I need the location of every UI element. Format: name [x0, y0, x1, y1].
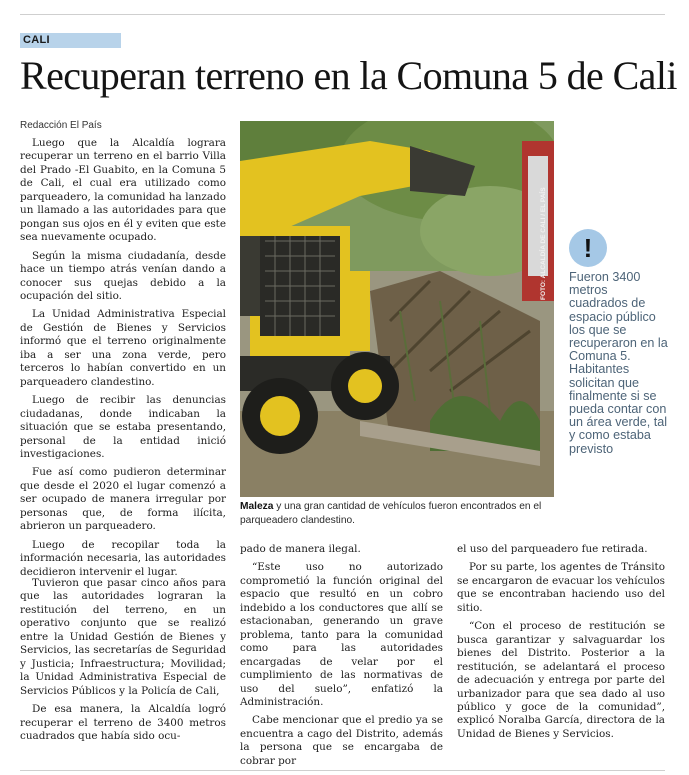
article-column-3 — [457, 543, 665, 746]
paragraph: Por su parte, los agentes de Tránsito se encargaron de evacuar los vehículos que se encontraban haciendo uso del sitio. — [457, 561, 665, 614]
paragraph: Luego de recibir las denuncias ciudadanas, donde indicaban la situación que se estaba presentando, personal de la entidad inició investigaciones. — [20, 394, 226, 460]
paragraph: Luego de recopilar toda la información necesaria, las autoridades decidieron intervenir el lugar. — [20, 538, 226, 578]
paragraph: La Unidad Administrativa Especial de Gestión de Bienes y Servicios informó que el terreno originalmente iba a ser una zona verde, pero terceros lo habían convertido en un parqueadero clandestino. — [20, 308, 226, 388]
article-photo — [240, 121, 554, 497]
exclamation-icon: ! — [569, 229, 607, 267]
article-column-1-bottom — [20, 577, 226, 748]
byline: Redacción El País — [20, 120, 102, 131]
paragraph: De esa manera, la Alcaldía logró recuperar el terreno de 3400 metros cuadrados que había sido ocu- — [20, 703, 226, 742]
article-column-2 — [240, 543, 443, 773]
paragraph: Según la misma ciudadanía, desde hace un tiempo atrás venían dando a conocer sus quejas debido a la ocupación del sitio. — [20, 249, 226, 302]
top-rule — [20, 14, 665, 15]
article-column-1-top — [20, 137, 226, 584]
paragraph: Tuvieron que pasar cinco años para que las autoridades lograran la restitución del terreno, en un operativo conjunto que se realizó entre la Unidad Gestión de Bienes y Servicios, las secretarías de Seguridad y Justicia; Infraestructura; Movilidad; la Unidad Administrativa Especial de Servicios Públicos y la Policía de Cali, — [20, 577, 226, 697]
photo-caption — [240, 500, 556, 528]
bottom-rule — [20, 770, 665, 771]
paragraph: Cabe mencionar que el predio ya se encuentra a cago del Distrito, además la persona que se encargaba de cobrar por — [240, 714, 443, 767]
skid-steer-loader-illustration — [240, 121, 554, 497]
pull-quote: Fueron 3400 metros cuadrados de espacio público los que se recuperaron en la Comuna 5. Habitantes solicitan que finalmente si se pueda contar con un área verde, tal y como estaba previsto — [569, 270, 668, 456]
caption-text: y una gran cantidad de vehículos fueron encontrados en el parqueadero clandestino. — [240, 501, 542, 526]
paragraph: “Este uso no autorizado comprometió la función original del espacio que resultó en un cobro indebido a los conductores que allí se estacionaban, generando un grave problema, tanto para la comunidad como para las autoridades encargadas de velar por el cumplimiento de las normativas de uso del suelo”, enfatizó la Administración. — [240, 561, 443, 708]
paragraph: Fue así como pudieron determinar que desde el 2020 el lugar comenzó a ser ocupado de manera irregular por personas que, de forma ilícita, abrieron un parqueadero. — [20, 466, 226, 533]
paragraph: “Con el proceso de restitución se busca garantizar y salvaguardar los bienes del Distrito. Posterior a la restitución, se adelantará el proceso de adecuación y entrega por parte del urbanizador para que sea dado al uso público y goce de la comunidad”, explicó Noralba García, directora de la Unidad de Bienes y Servicios. — [457, 620, 665, 740]
section-tag: CALI — [20, 33, 121, 48]
paragraph: pado de manera ilegal. — [240, 543, 361, 555]
caption-bold: Maleza — [240, 501, 274, 512]
photo-credit: FOTO: ALCALDÍA DE CALI / EL PAÍS — [540, 187, 547, 300]
headline: Recuperan terreno en la Comuna 5 de Cali — [20, 53, 677, 98]
paragraph: Luego que la Alcaldía lograra recuperar un terreno en el barrio Villa del Prado -El Guabito, en la Comuna 5 de Cali, el cual era utilizado como parqueadero, la comunidad ha lanzado un llamado a las autoridades para que pongan sus ojos en él y eviten que este sea nuevamente ocupado. — [20, 137, 226, 244]
paragraph: el uso del parqueadero fue retirada. — [457, 543, 648, 555]
